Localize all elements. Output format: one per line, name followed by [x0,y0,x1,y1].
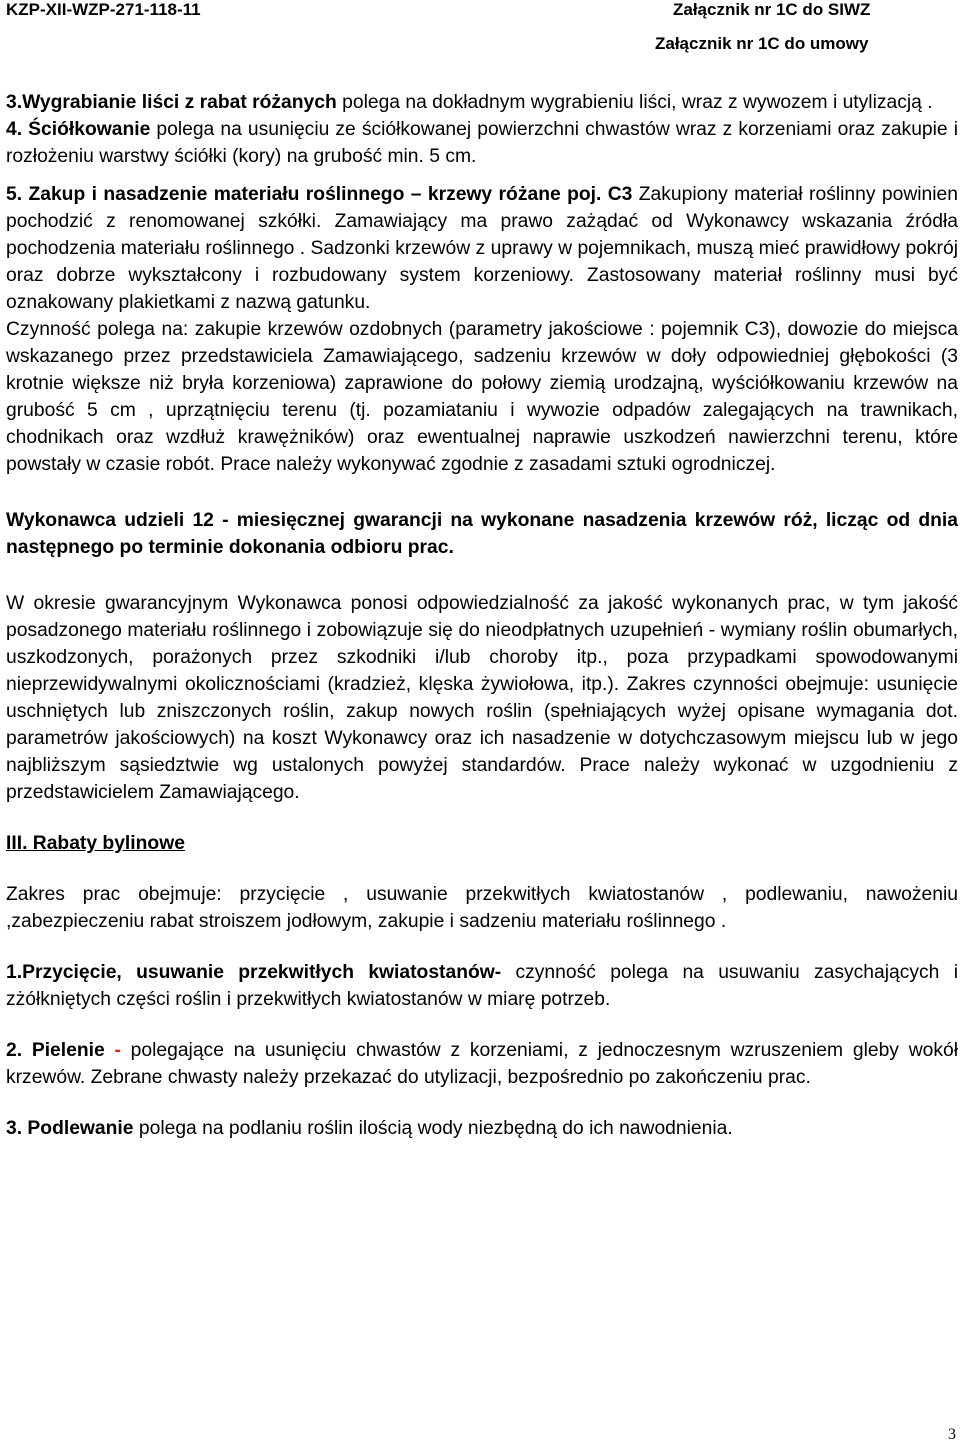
activity-description: Czynność polega na: zakupie krzewów ozdobnych (parametry jakościowe : pojemnik C3), dowozie do miejsca wskazanego przez przedstawiciela Zamawiającego, sadzeniu krzewów w doły odpowiedniej głębokości (3 krotnie większe niż bryła korzeniowa) zaprawione do połowy ziemią urodzajną, wyściółkowaniu krzewów na grubość 5 cm , uprzątnięciu terenu (tj. pozamiataniu i wywozie odpadów zalegających na trawnikach, chodnikach oraz wzdłuż krawężników) oraz ewentualnej naprawie uszkodzeń nawierzchni terenu, które powstały w czasie robót. Prace należy wykonywać zgodnie z zasadami sztuki ogrodniczej. [6,319,958,475]
weeding-paragraph [6,1037,958,1091]
pruning-text: czynność polega na usuwaniu zasychających i zżółkniętych części roślin i przekwitłych kwiatostanów w miarę potrzeb. [6,962,958,1010]
item-4-paragraph [6,116,958,170]
weeding-text: polegające na usunięciu chwastów z korzeniami, z jednoczesnym wzruszeniem gleby wokół krzewów. Zebrane chwasty należy przekazać do utylizacji, bezpośrednio po zakończeniu prac. [6,1040,958,1088]
item-5-title: 5. Zakup i nasadzenie materiału roślinnego – krzewy różane poj. C3 [6,184,633,205]
annex-umowy-label: Załącznik nr 1C do umowy [655,34,869,53]
item-3-text: polega na dokładnym wygrabieniu liści, wraz z wywozem i utylizacją . [336,92,933,113]
warranty-statement: Wykonawca udzieli 12 - miesięcznej gwarancji na wykonane nasadzenia krzewów róż, licząc od dnia następnego po terminie dokonania odbioru prac. [6,510,958,558]
watering-text: polega na podlaniu roślin ilością wody niezbędną do ich nawodnienia. [133,1118,733,1139]
item-4-title: 4. Ściółkowanie [6,119,151,140]
scope-of-work: Zakres prac obejmuje: przycięcie , usuwanie przekwitłych kwiatostanów , podlewaniu, nawożeniu ,zabezpieczeniu rabat stroiszem jodłowym, zakupie i sadzeniu materiału roślinnego . [6,884,958,932]
annex-siwz-label: Załącznik nr 1C do SIWZ [673,0,871,19]
section-heading-rabaty: III. Rabaty bylinowe [6,833,185,854]
document-body [6,89,958,1142]
watering-title: 3. Podlewanie [6,1118,134,1139]
item-3-paragraph [6,89,958,116]
page-number: 3 [948,1426,956,1443]
watering-paragraph [6,1115,958,1142]
warranty-obligations: W okresie gwarancyjnym Wykonawca ponosi odpowiedzialność za jakość wykonanych prac, w tym jakość posadzonego materiału roślinnego i zobowiązuje się do nieodpłatnych uzupełnień - wymiany roślin obumarłych, uszkodzonych, porażonych przez szkodniki i/lub choroby itp., poza przypadkami spowodowanymi nieprzewidywalnymi okolicznościami (kradzież, klęska żywiołowa, itp.). Zakres czynności obejmuje: usunięcie uschniętych lub zniszczonych roślin, zakup nowych roślin (spełniających wyżej opisane wymagania dot. parametrów jakościowych) na koszt Wykonawcy oraz ich nasadzenie w dotychczasowym miejscu lub w jego najbliższym sąsiedztwie wg ustalonych powyżej standardów. Prace należy wykonać w uzgodnieniu z przedstawicielem Zamawiającego. [6,593,958,803]
weeding-title: 2. Pielenie [6,1040,115,1061]
item-3-title: 3.Wygrabianie liści z rabat różanych [6,92,337,113]
item-4-text: polega na usunięciu ze ściółkowanej powierzchni chwastów wraz z korzeniami oraz zakupie i rozłożeniu warstwy ściółki (kory) na grubość min. 5 cm. [6,119,959,167]
item-5-text: Zakupiony materiał roślinny powinien pochodzić z renomowanej szkółki. Zamawiający ma prawo zażądać od Wykonawcy wskazania źródła pochodzenia materiału roślinnego . Sadzonki krzewów z uprawy w pojemnikach, muszą mieć prawidłowy pokrój oraz dobrze wykształcony i rozbudowany system korzeniowy. Zastosowany materiał roślinny musi być oznakowany plakietkami z nazwą gatunku. [6,184,958,313]
document-id: KZP-XII-WZP-271-118-11 [6,0,201,19]
weeding-dash: - [114,1040,121,1061]
item-5-paragraph [6,181,958,316]
pruning-title: 1.Przycięcie, usuwanie przekwitłych kwiatostanów- [6,962,502,983]
pruning-paragraph [6,959,958,1013]
